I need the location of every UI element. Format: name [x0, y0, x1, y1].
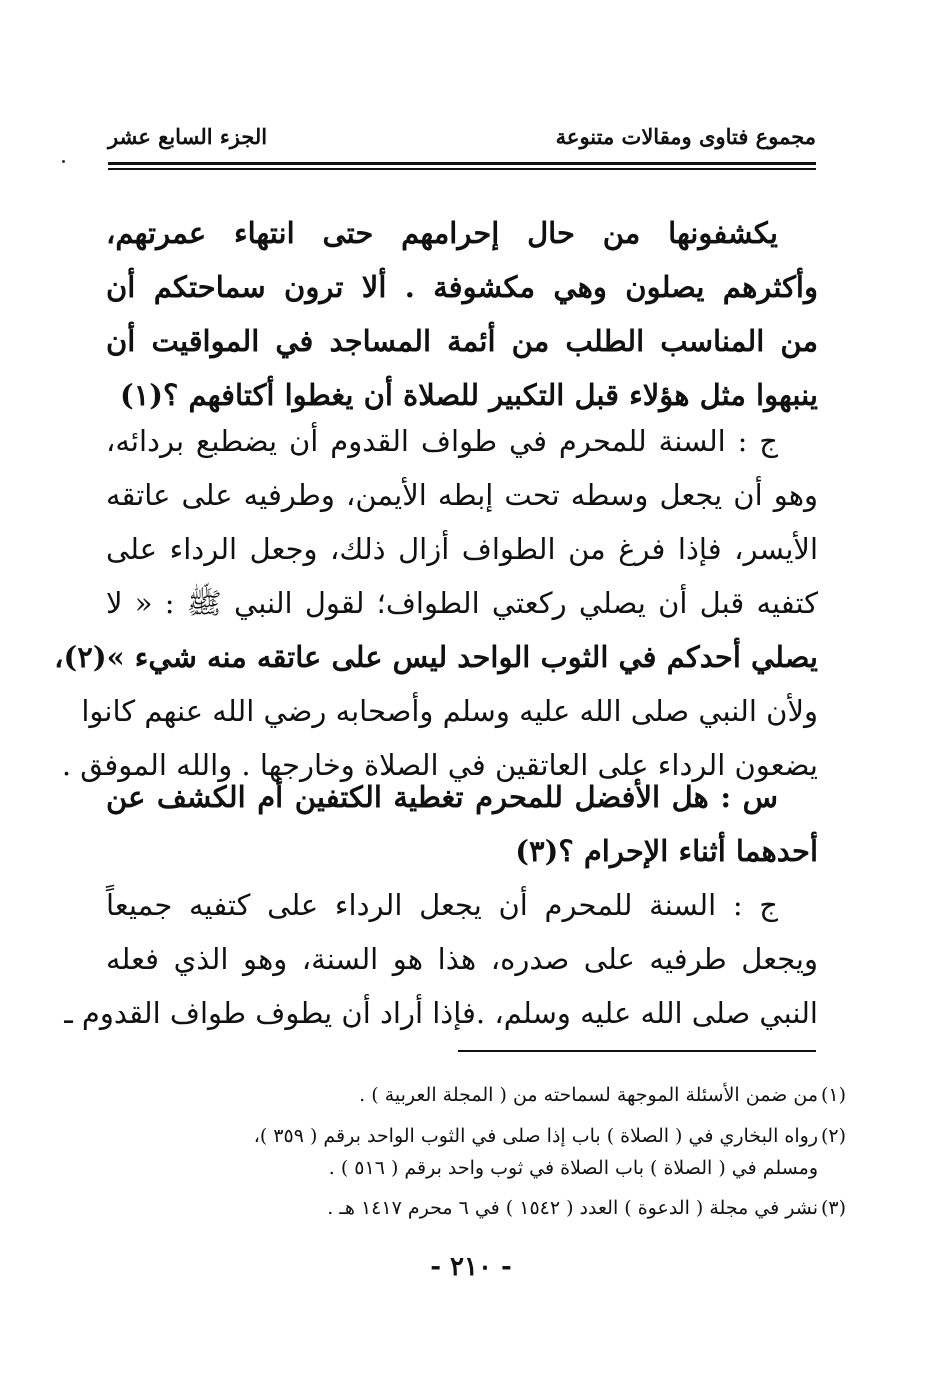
question-2-line: أحدهما أثناء الإحرام ؟(٣)	[515, 834, 818, 868]
footnote-separator	[458, 1050, 816, 1052]
footnote-text: نشر في مجلة ( الدعوة ) العدد ( ١٥٤٢ ) في ٦ محرم ١٤١٧ هـ .	[327, 1197, 818, 1219]
answer-1-line: الأيسر، فإذا فرغ من الطواف أزال ذلك، وجعل الرداء على	[106, 532, 818, 566]
question-1-line: من المناسب الطلب من أئمة المساجد في المواقيت أن	[106, 324, 818, 358]
hadith-quote-line: يصلي أحدكم في الثوب الواحد ليس على عاتقه منه شيء »(٢)،	[54, 640, 818, 674]
footnote-2-continued	[118, 1153, 818, 1183]
answer-1-line: وهو أن يجعل وسطه تحت إبطه الأيمن، وطرفيه على عاتقه	[106, 478, 818, 512]
answer-2-line: النبي صلى الله عليه وسلم، .فإذا أراد أن يطوف طواف القدوم ـ	[64, 996, 818, 1030]
question-2-line: س : هل الأفضل للمحرم تغطية الكتفين أم الكشف عن	[106, 780, 778, 814]
margin-dot	[62, 160, 65, 163]
footnote-text: ومسلم في ( الصلاة ) باب الصلاة في ثوب واحد برقم ( ٥١٦ ) .	[328, 1157, 818, 1179]
answer-2-line: ويجعل طرفيه على صدره، هذا هو السنة، وهو الذي فعله	[106, 942, 818, 976]
answer-1-line: كتفيه قبل أن يصلي ركعتي الطواف؛ لقول النبي ﷺ : « لا	[106, 586, 819, 620]
answer-1-line: يضعون الرداء على العاتقين في الصلاة وخارجها . والله الموفق .	[61, 748, 818, 782]
footnote-number: (٢)	[820, 1125, 846, 1147]
answer-1-line: ولأن النبي صلى الله عليه وسلم وأصحابه رضي الله عنهم كانوا	[81, 694, 818, 728]
header-rule-thick	[108, 162, 816, 165]
footnote-number: (٣)	[820, 1197, 846, 1219]
footnote-text: من ضمن الأسئلة الموجهة لسماحته من ( المجلة العربية ) .	[359, 1084, 818, 1106]
footnote-1	[118, 1080, 846, 1110]
running-header	[108, 124, 816, 154]
footnote-2	[118, 1121, 846, 1151]
book-title: مجموع فتاوى ومقالات متنوعة	[555, 124, 816, 149]
question-1-line: يكشفونها من حال إحرامهم حتى انتهاء عمرتهم،	[106, 216, 778, 250]
question-1-line: وأكثرهم يصلون وهي مكشوفة . ألا ترون سماحتكم أن	[106, 270, 818, 304]
footnote-3	[118, 1193, 846, 1223]
footnote-text: رواه البخاري في ( الصلاة ) باب إذا صلى في الثوب الواحد برقم ( ٣٥٩ )،	[253, 1125, 818, 1147]
page-number: - ٢١٠ -	[430, 1252, 512, 1282]
header-rule-thin	[108, 168, 816, 170]
answer-2-line: ج : السنة للمحرم أن يجعل الرداء على كتفيه جميعاً	[106, 888, 778, 922]
volume-title: الجزء السابع عشر	[108, 124, 268, 149]
answer-1-line: ج : السنة للمحرم في طواف القدوم أن يضطبع بردائه،	[106, 424, 778, 458]
question-1-line: ينبهوا مثل هؤلاء قبل التكبير للصلاة أن يغطوا أكتافهم ؟(١)	[119, 378, 818, 412]
footnote-number: (١)	[820, 1084, 846, 1106]
